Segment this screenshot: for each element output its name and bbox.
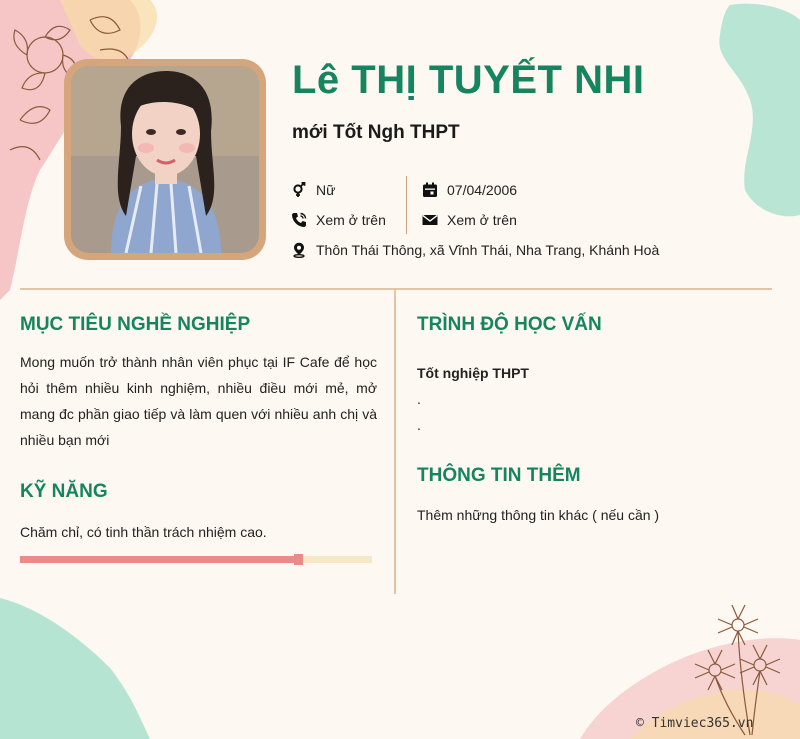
extra-info-heading: THÔNG TIN THÊM xyxy=(417,465,581,486)
education-heading: TRÌNH ĐỘ HỌC VẤN xyxy=(417,314,602,335)
objective-heading: MỤC TIÊU NGHỀ NGHIỆP xyxy=(20,314,251,335)
phone-value: Xem ở trên xyxy=(316,212,386,228)
location-icon xyxy=(290,241,308,259)
calendar-icon xyxy=(421,181,439,199)
column-divider xyxy=(394,290,396,594)
birthdate-value: 07/04/2006 xyxy=(447,182,518,198)
candidate-subtitle: mới Tốt Ngh THPT xyxy=(292,122,460,143)
mail-icon xyxy=(421,211,439,229)
skills-heading: KỸ NĂNG xyxy=(20,481,108,502)
education-detail-2: . xyxy=(417,417,421,433)
gender-icon xyxy=(290,181,308,199)
address-row xyxy=(290,241,659,259)
objective-text: Mong muốn trở thành nhân viên phục tại IF Cafe để học hỏi thêm nhiều kinh nghiệm, nhiều điều mới mẻ, mở mang đc phần giao tiếp và làm quen với nhiều anh chị và nhiều bạn mới xyxy=(20,354,377,448)
education-detail-1: . xyxy=(417,391,421,407)
email-row xyxy=(421,211,517,229)
copyright-watermark: © Timviec365.vn xyxy=(636,716,754,731)
phone-icon xyxy=(290,211,308,229)
extra-info-text: Thêm những thông tin khác ( nếu cần ) xyxy=(417,507,660,523)
header-divider xyxy=(20,288,772,290)
avatar-image xyxy=(71,66,259,253)
email-value: Xem ở trên xyxy=(447,212,517,228)
phone-row xyxy=(290,211,386,229)
decor-top-right-watercolor xyxy=(700,0,800,230)
skill-level-bar xyxy=(20,556,372,563)
skill-level-fill xyxy=(20,556,298,563)
birthdate-row xyxy=(421,181,517,199)
avatar xyxy=(64,59,266,260)
decor-bottom-left-watercolor xyxy=(0,598,180,739)
skill-name: Chăm chỉ, có tinh thần trách nhiệm cao. xyxy=(20,524,267,540)
education-title: Tốt nghiệp THPT xyxy=(417,365,529,381)
gender-value: Nữ xyxy=(316,182,336,198)
info-divider xyxy=(406,176,407,234)
address-value: Thôn Thái Thông, xã Vĩnh Thái, Nha Trang, Khánh Hoà xyxy=(316,242,660,258)
gender-row xyxy=(290,181,335,199)
candidate-name: Lê THỊ TUYẾT NHI xyxy=(292,58,645,102)
skill-level-marker xyxy=(294,554,303,565)
